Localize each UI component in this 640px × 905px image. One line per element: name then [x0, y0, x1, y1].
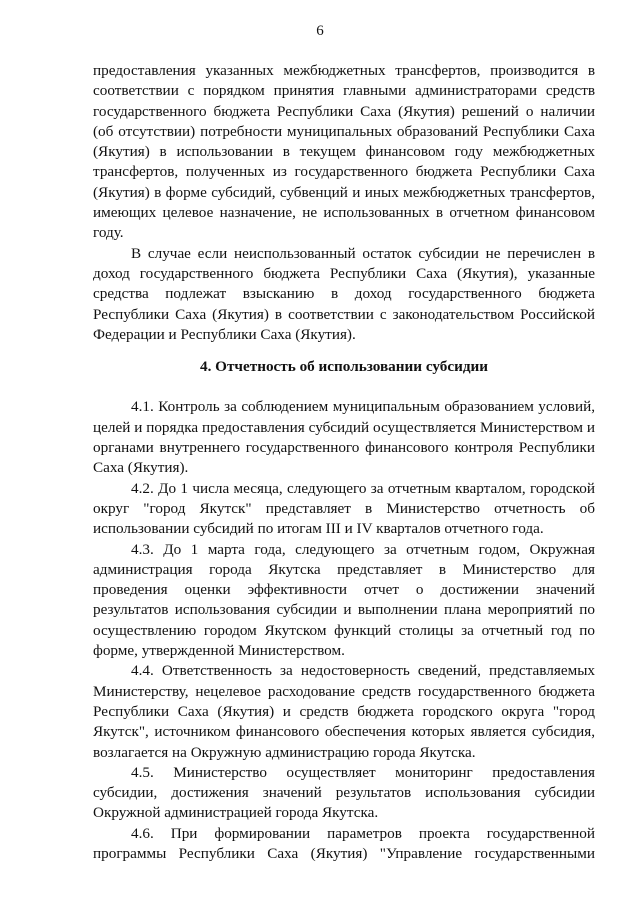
paragraph-4-2: 4.2. До 1 числа месяца, следующего за отчетным кварталом, городской округ "город Якутск" представляет в Министерство отчетность об использовании субсидий по итогам III и IV кварталов отчетного года. — [93, 479, 595, 538]
document-body — [93, 61, 595, 864]
spacer — [93, 377, 595, 397]
paragraph-4-6: 4.6. При формировании параметров проекта государственной программы Республики Саха (Якутия) "Управление государственными — [93, 824, 595, 862]
paragraph-4-5: 4.5. Министерство осуществляет мониторинг предоставления субсидии, достижения значений результатов использования субсидии Окружной администрацией города Якутска. — [93, 763, 595, 822]
paragraph-continuation-transfers: предоставления указанных межбюджетных трансфертов, производится в соответствии с порядком принятия главными администраторами средств государственного бюджета Республики Саха (Якутия) решений о наличии (об отсутствии) потребности муниципальных образований Республики Саха (Якутия) в использовании в текущем финансовом году межбюджетных трансфертов, полученных из государственного бюджета Республики Саха (Якутия) в форме субсидий, субвенций и иных межбюджетных трансфертов, имеющих целевое назначение, не использованных в отчетном финансовом году. — [93, 62, 595, 242]
section-heading: 4. Отчетность об использовании субсидии — [199, 358, 489, 376]
paragraph-4-4: 4.4. Ответственность за недостоверность сведений, представляемых Министерству, нецелевое расходование средств государственного бюджета Республики Саха (Якутия) и средств бюджета городского округа "город Якутск", источником финансового обеспечения которых является субсидия, возлагается на Окружную администрацию города Якутска. — [93, 662, 595, 761]
page-number: 6 — [316, 23, 324, 39]
paragraph-unused-subsidy-recovery: В случае если неиспользованный остаток субсидии не перечислен в доход государственного бюджета Республики Саха (Якутия), указанные средства подлежат взысканию в доход государственного бюджета Республики Саха (Якутия) в соответствии с законодательством Российской Федерации и Республики Саха (Якутия). — [93, 244, 595, 343]
spacer — [93, 345, 595, 357]
paragraph-4-1: 4.1. Контроль за соблюдением муниципальным образованием условий, целей и порядка предоставления субсидий осуществляется Министерством и органами внутреннего государственного финансового контроля Республики Саха (Якутия). — [93, 398, 595, 477]
paragraph-4-3: 4.3. До 1 марта года, следующего за отчетным годом, Окружная администрация города Якутска представляет в Министерство для проведения оценки эффективности отчет о достижении значений результатов использования субсидии и выполнении плана мероприятий по осуществлению городом Якутском функций столицы за отчетный год по форме, утвержденной Министерством. — [93, 540, 595, 660]
